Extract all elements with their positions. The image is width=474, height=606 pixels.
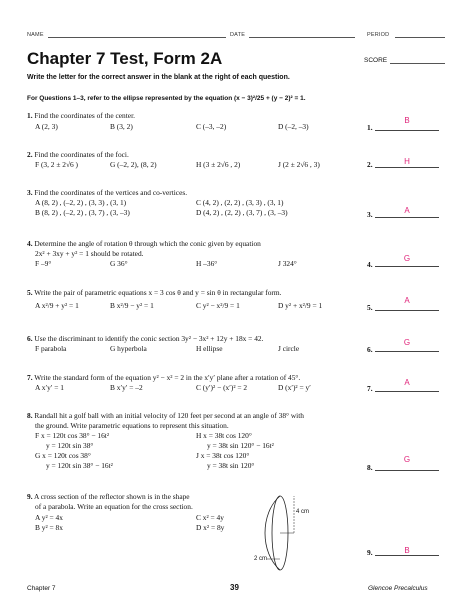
q-stem-continued: of a parabola. Write an equation for the cross section. xyxy=(35,502,193,511)
answer-blank[interactable] xyxy=(375,217,439,218)
option-j-line2: y = 38t sin 120° xyxy=(207,461,255,470)
answer-number: 3. xyxy=(367,210,373,219)
question-9 xyxy=(27,492,190,501)
answer-blank[interactable] xyxy=(375,266,439,267)
q-number: 8. xyxy=(27,411,33,420)
q-number: 6. xyxy=(27,334,33,343)
answer-blank[interactable] xyxy=(375,130,439,131)
option-g: G (–2, 2), (8, 2) xyxy=(110,160,157,169)
option-d: D y² + x²/9 = 1 xyxy=(278,301,323,310)
q-stem-continued: the ground. Write parametric equations to represent this situation. xyxy=(35,421,229,430)
option-h: H ellipse xyxy=(196,344,223,353)
option-h-line1: H x = 38t cos 120° xyxy=(196,431,252,440)
question-4 xyxy=(27,239,261,248)
option-d: D (x′)² = y′ xyxy=(278,383,311,392)
q-stem: Write the standard form of the equation y² − x² = 2 in the x′y′ plane after a rotation of 45°. xyxy=(34,373,301,382)
option-g-line1: G x = 120t cos 38° xyxy=(35,451,91,460)
answer-blank[interactable] xyxy=(375,167,439,168)
question-8 xyxy=(27,411,304,420)
option-d: D (–2, –3) xyxy=(278,122,309,131)
question-1 xyxy=(27,111,135,120)
answer-number: 1. xyxy=(367,123,373,132)
q-stem: Find the coordinates of the vertices and co-vertices. xyxy=(34,188,188,197)
answer-value: B xyxy=(404,116,410,125)
q-number: 7. xyxy=(27,373,33,382)
option-j: J circle xyxy=(278,344,300,353)
q-stem: A cross section of the reflector shown is in the shape xyxy=(34,492,190,501)
option-a: A y² = 4x xyxy=(35,513,63,522)
option-c: C (–3, –2) xyxy=(196,122,227,131)
answer-value: A xyxy=(404,378,410,387)
option-d: D x² = 8y xyxy=(196,523,225,532)
name-line[interactable] xyxy=(48,37,226,38)
footer-publisher: Glencoe Precalculus xyxy=(368,585,428,592)
answer-number: 9. xyxy=(367,548,373,557)
option-c: C (y′)² − (x′)² = 2 xyxy=(196,383,248,392)
option-a: A (8, 2) , (–2, 2) , (3, 3) , (3, 1) xyxy=(35,198,127,207)
date-label: DATE xyxy=(230,32,246,38)
question-3 xyxy=(27,188,187,197)
option-a: A x²/9 + y² = 1 xyxy=(35,301,79,310)
answer-number: 5. xyxy=(367,303,373,312)
q-number: 5. xyxy=(27,288,33,297)
question-2 xyxy=(27,150,129,159)
q-number: 2. xyxy=(27,150,33,159)
page-number: 39 xyxy=(230,583,239,592)
answer-value: G xyxy=(403,338,411,347)
option-b: B x²/9 − y² = 1 xyxy=(110,301,154,310)
footer-chapter: Chapter 7 xyxy=(27,585,56,592)
q-stem: Find the coordinates of the foci. xyxy=(34,150,129,159)
option-g-line2: y = 120t sin 38° − 16t² xyxy=(46,461,113,470)
option-f-line1: F x = 120t cos 38° − 16t² xyxy=(35,431,110,440)
option-j-line1: J x = 38t cos 120° xyxy=(196,451,250,460)
q-stem: Use the discriminant to identify the conic section 3y² − 3x² + 12y + 18x = 42. xyxy=(34,334,264,343)
answer-blank[interactable] xyxy=(375,470,439,471)
date-line[interactable] xyxy=(249,37,355,38)
question-7 xyxy=(27,373,300,382)
q-stem: Determine the angle of rotation θ through which the conic given by equation xyxy=(34,239,261,248)
option-f: F parabola xyxy=(35,344,67,353)
option-a: A (2, 3) xyxy=(35,122,58,131)
page-title: Chapter 7 Test, Form 2A xyxy=(27,49,223,68)
question-5 xyxy=(27,288,282,297)
option-b: B (3, 2) xyxy=(110,122,133,131)
answer-number: 8. xyxy=(367,463,373,472)
option-b: B y² = 8x xyxy=(35,523,63,532)
option-j: J 324° xyxy=(278,259,297,268)
option-f-line2: y = 120t sin 38° xyxy=(46,441,94,450)
ellipse-note: For Questions 1–3, refer to the ellipse represented by the equation (x − 3)²/25 + (y − 2)² = 1. xyxy=(27,95,306,102)
name-label: NAME xyxy=(27,32,44,38)
answer-number: 2. xyxy=(367,160,373,169)
q-number: 4. xyxy=(27,239,33,248)
answer-number: 6. xyxy=(367,345,373,354)
answer-number: 7. xyxy=(367,384,373,393)
answer-blank[interactable] xyxy=(375,391,439,392)
answer-number: 4. xyxy=(367,260,373,269)
period-line[interactable] xyxy=(395,37,445,38)
option-g: G 36° xyxy=(110,259,128,268)
option-j: J (2 ± 2√6 , 3) xyxy=(278,160,320,169)
q-number: 9. xyxy=(27,492,33,501)
answer-value: H xyxy=(404,157,410,166)
option-h: H (3 ± 2√6 , 2) xyxy=(196,160,241,169)
answer-blank[interactable] xyxy=(375,555,439,556)
answer-blank[interactable] xyxy=(375,351,439,352)
q-stem-continued: 2x² + 3xy + y² = 1 should be rotated. xyxy=(35,249,144,258)
answer-value: G xyxy=(403,254,411,263)
option-f: F –9° xyxy=(35,259,52,268)
option-a: A x′y′ = 1 xyxy=(35,383,64,392)
option-c: C (4, 2) , (2, 2) , (3, 3) , (3, 1) xyxy=(196,198,284,207)
answer-blank[interactable] xyxy=(375,310,439,311)
score-label: SCORE xyxy=(364,57,388,64)
option-c: C x² = 4y xyxy=(196,513,224,522)
option-g: G hyperbola xyxy=(110,344,147,353)
option-h-line2: y = 38t sin 120° − 16t² xyxy=(207,441,274,450)
option-b: B x′y′ = –2 xyxy=(110,383,143,392)
q-stem: Find the coordinates of the center. xyxy=(34,111,135,120)
answer-value: A xyxy=(404,296,410,305)
option-f: F (3, 2 ± 2√6 ) xyxy=(35,160,79,169)
score-line[interactable] xyxy=(390,63,445,64)
option-d: D (4, 2) , (2, 2) , (3, 7) , (3, –3) xyxy=(196,208,288,217)
instructions: Write the letter for the correct answer in the blank at the right of each question. xyxy=(27,74,290,81)
q-number: 3. xyxy=(27,188,33,197)
answer-value: B xyxy=(404,546,410,555)
width-label: 2 cm xyxy=(254,556,268,562)
answer-value: A xyxy=(404,206,410,215)
option-h: H –36° xyxy=(196,259,218,268)
option-b: B (8, 2) , (–2, 2) , (3, 7) , (3, –3) xyxy=(35,208,130,217)
height-label: 4 cm xyxy=(296,509,310,515)
period-label: PERIOD xyxy=(367,32,390,38)
question-6 xyxy=(27,334,263,343)
answer-value: G xyxy=(403,455,411,464)
q-number: 1. xyxy=(27,111,33,120)
q-stem: Randall hit a golf ball with an initial velocity of 120 feet per second at an angle of 38° with xyxy=(34,411,304,420)
q-stem: Write the pair of parametric equations x = 3 cos θ and y = sin θ in rectangular form. xyxy=(34,288,282,297)
option-c: C y² − x²/9 = 1 xyxy=(196,301,240,310)
